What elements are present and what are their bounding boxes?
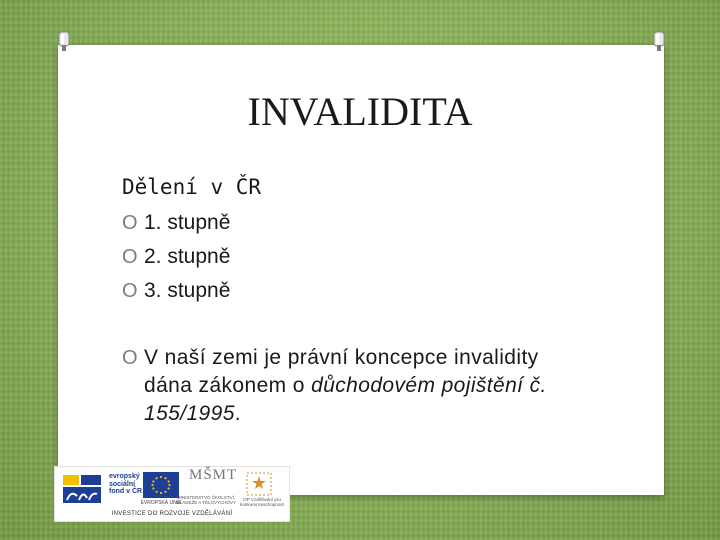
msmt-logo: MŠMT bbox=[189, 467, 238, 483]
list-item-text: 2. stupně bbox=[144, 245, 231, 268]
pushpin-icon-left bbox=[56, 30, 72, 52]
pushpin-icon-right bbox=[651, 30, 667, 52]
op-caption: OP Vzdělávání pro konkurenceschopnost bbox=[240, 497, 284, 507]
esf-label-line: fond v ČR bbox=[109, 488, 143, 495]
slide-title: INVALIDITA bbox=[247, 89, 473, 134]
funding-logos-banner bbox=[54, 466, 290, 522]
paragraph-line bbox=[122, 372, 602, 400]
bullet-o: O bbox=[122, 347, 138, 369]
paragraph-line2-plain: dána zákonem o bbox=[144, 374, 312, 397]
bullet-o: O bbox=[122, 212, 138, 234]
bullet-o: O bbox=[122, 246, 138, 268]
law-paragraph bbox=[122, 344, 602, 428]
list-item bbox=[122, 274, 230, 308]
investment-banner-text: INVESTICE DO ROZVOJE VZDĚLÁVÁNÍ bbox=[111, 511, 233, 517]
esf-label-line: evropský bbox=[109, 473, 140, 480]
esf-label bbox=[109, 473, 142, 496]
list-item bbox=[122, 206, 230, 240]
list-item bbox=[122, 240, 230, 274]
paragraph-line3-end: . bbox=[234, 402, 242, 425]
paragraph-line2-italic: důchodovém pojištění č. bbox=[311, 374, 547, 397]
bullet-o: O bbox=[122, 280, 138, 302]
list-item-text: 3. stupně bbox=[144, 279, 231, 302]
paragraph-line1: V naší zemi je právní koncepce invalidity bbox=[144, 346, 539, 369]
paragraph-line bbox=[122, 400, 602, 428]
op-vk-logo-icon bbox=[245, 471, 273, 497]
paragraph-line3-italic: 155/1995 bbox=[144, 402, 235, 425]
list-item-text: 1. stupně bbox=[144, 211, 231, 234]
bullet-list bbox=[122, 206, 230, 308]
esf-logo-icon bbox=[61, 473, 103, 505]
eu-caption: EVROPSKÁ UNIE bbox=[140, 500, 182, 506]
paragraph-line bbox=[122, 344, 602, 372]
esf-label-line: sociální bbox=[109, 480, 136, 488]
msmt-caption: MINISTERSTVO ŠKOLSTVÍ, MLÁDEŽE A TĚLOVÝCHOVY bbox=[176, 495, 236, 505]
section-heading: Dělení v ČR bbox=[122, 175, 262, 199]
